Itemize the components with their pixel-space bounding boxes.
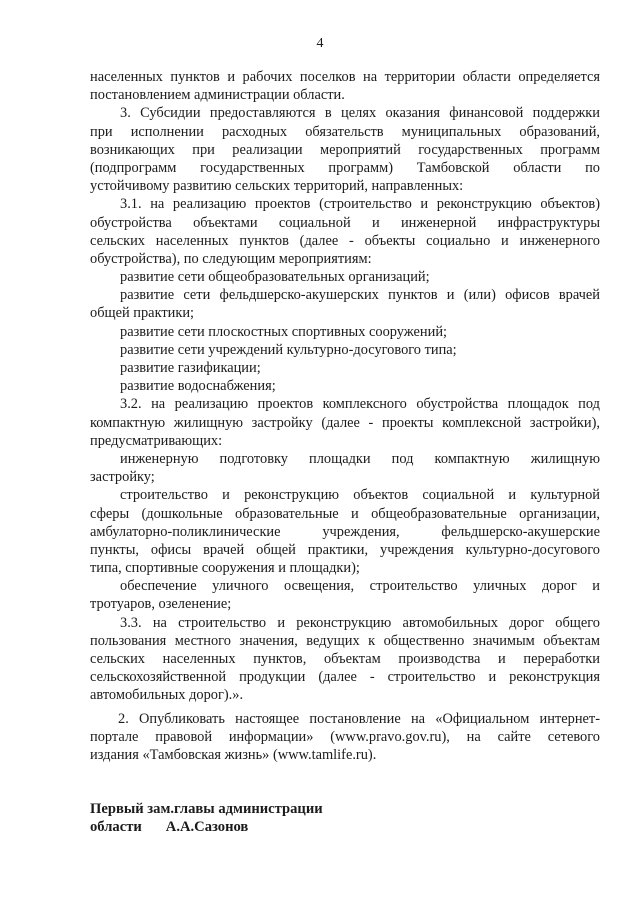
paragraph-2-start: 2. Опубликовать настоящее постановление на «Официальном интернет-	[118, 710, 600, 727]
signature-block	[90, 800, 600, 836]
signature-line	[90, 818, 600, 836]
text-line: компактную жилищную застройку (далее - проекты комплексной застройки),	[90, 414, 600, 431]
text-line: (подпрограмм государственных программ) Тамбовской области по	[90, 159, 600, 176]
text-line: пользования местного значения, ведущих к общественно значимым объектам	[90, 632, 600, 649]
text-line: постановлением администрации области.	[90, 87, 345, 104]
text-line: возникающих при реализации мероприятий государственных программ	[90, 141, 600, 158]
text-line: при исполнении расходных обязательств муниципальных образований,	[90, 123, 600, 140]
text-line: сферы (дошкольные образовательные и общеобразовательные организации,	[90, 505, 600, 522]
text-line: предусматривающих:	[90, 432, 223, 449]
list-item: развитие водоснабжения;	[120, 378, 276, 395]
text-line: тротуаров, озеленение;	[90, 596, 232, 613]
text-line: сельских населенных пунктов (далее - объекты социально и инженерного	[90, 232, 600, 249]
signature-name: А.А.Сазонов	[165, 819, 249, 836]
text-line: портале правовой информации» (www.pravo.gov.ru), на сайте сетевого	[90, 728, 600, 745]
page-number: 4	[316, 36, 324, 51]
text-line: застройку;	[90, 469, 155, 486]
text-line: пункты, офисы врачей общей практики, учреждения культурно-досугового	[90, 541, 600, 558]
text-line: сельских населенных пунктов, объектам производства и переработки	[90, 651, 600, 667]
list-item: развитие сети общеобразовательных организаций;	[120, 269, 430, 286]
list-item: инженерную подготовку площадки под компактную жилищную	[120, 450, 600, 467]
text-line: общей практики;	[90, 305, 195, 322]
signature-region: области	[90, 819, 142, 836]
paragraph-3-3-start: 3.3. на строительство и реконструкцию автомобильных дорог общего	[120, 614, 600, 631]
list-item: строительство и реконструкцию объектов социальной и культурной	[120, 487, 600, 504]
text-line: населенных пунктов и рабочих поселков на территории области определяется	[90, 69, 600, 85]
text-line: типа, спортивные сооружения и площадки);	[90, 560, 360, 577]
paragraph-3-start: 3. Субсидии предоставляются в целях оказания финансовой поддержки	[120, 105, 600, 122]
text-line: автомобильных дорог).».	[90, 687, 244, 704]
text-line: обустройства), по следующим мероприятиям:	[90, 250, 372, 267]
paragraph-3-1-start: 3.1. на реализацию проектов (строительство и реконструкцию объектов)	[120, 196, 600, 213]
signature-title: Первый зам.главы администрации	[90, 801, 323, 818]
document-body	[90, 68, 600, 837]
list-item: развитие сети фельдшерско-акушерских пунктов и (или) офисов врачей	[120, 287, 600, 304]
paragraph-3-2-start: 3.2. на реализацию проектов комплексного обустройства площадок под	[120, 396, 600, 413]
text-line: сельскохозяйственной продукции (далее - строительство и реконструкция	[90, 669, 600, 686]
list-item: обеспечение уличного освещения, строительство уличных дорог и	[120, 578, 600, 595]
spacer	[90, 764, 600, 800]
list-item: развитие сети плоскостных спортивных сооружений;	[120, 323, 448, 340]
list-item: развитие сети учреждений культурно-досугового типа;	[120, 341, 457, 358]
text-line: издания «Тамбовская жизнь» (www.tamlife.ru).	[90, 746, 377, 763]
text-line: устойчивому развитию сельских территорий, направленных:	[90, 178, 464, 195]
list-item: развитие газификации;	[120, 360, 261, 376]
text-line: обустройства объектами социальной и инженерной инфраструктуры	[90, 214, 600, 231]
text-line: амбулаторно-поликлинические учреждения, фельдшерско-акушерские	[90, 523, 600, 540]
